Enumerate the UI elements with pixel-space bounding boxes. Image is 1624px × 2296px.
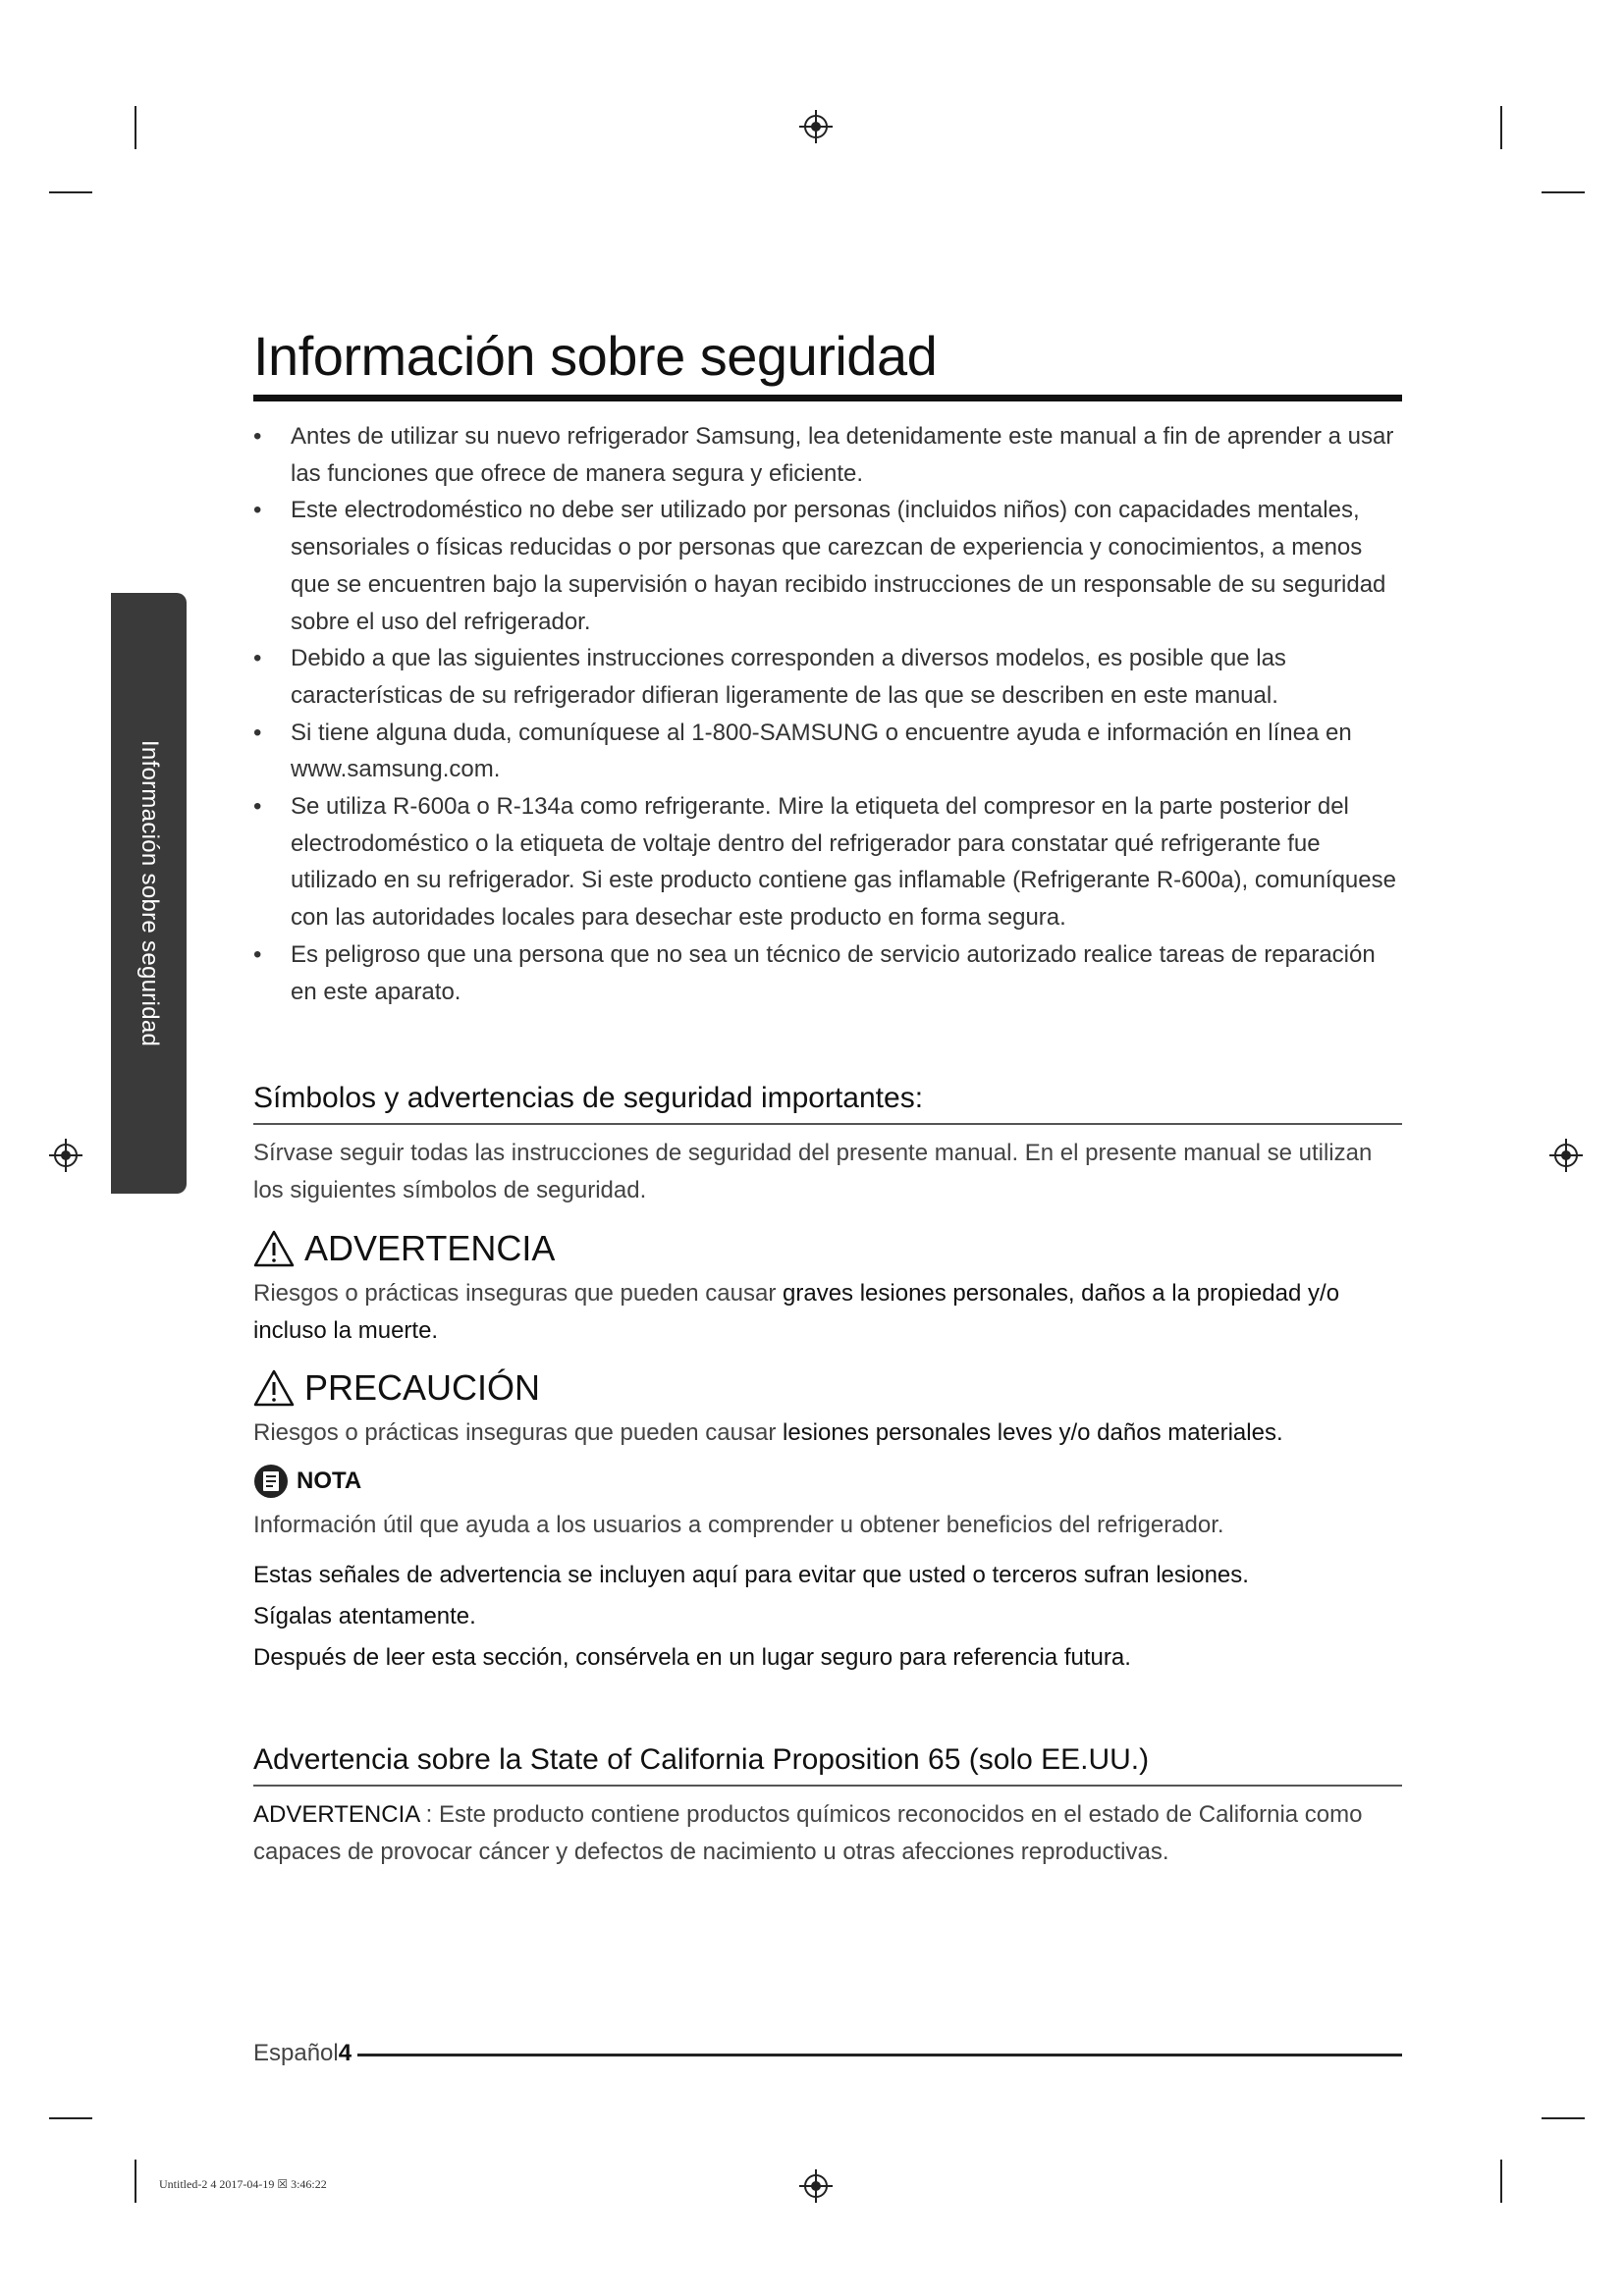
crop-mark-top-left-h [49,191,92,193]
title-rule [253,395,1402,401]
closing-line: Después de leer esta sección, consérvela en un lugar seguro para referencia futura. [253,1644,1131,1672]
precaucion-text [253,1415,1402,1452]
section-rule [253,1123,1402,1125]
prop65-text [253,1796,1402,1870]
footer-rule [357,2054,1402,2056]
registration-mark-icon [49,1139,82,1172]
crop-mark-bottom-left-v [135,2160,136,2203]
crop-mark-top-left-v [135,106,136,149]
precaucion-heading [253,1367,1402,1409]
page-footer [253,2040,352,2067]
advertencia-text-light: Riesgos o prácticas inseguras que pueden causar [253,1280,783,1308]
safety-bullet-list [253,418,1402,1010]
print-info: Untitled-2 4 2017-04-19 ☒ 3:46:22 [159,2177,327,2191]
advertencia-text-dark: graves lesiones personales, daños a la propiedad y/o incluso la muerte. [253,1280,1340,1345]
warning-triangle-icon [253,1230,295,1267]
nota-heading [253,1464,1402,1499]
list-item: • Se utiliza R-600a o R-134a como refrigerante. Mire la etiqueta del compresor en la parte posterior del electrodoméstico o la etiqueta de voltaje dentro del refrigerador para constatar qué refrigerante fue utilizado en su refrigerador. Si este producto contiene gas inflamable (Refrigerante R-600a), comuníquese con las autoridades locales para desechar este producto en forma segura. [253,788,1402,936]
advertencia-label: ADVERTENCIA [304,1228,556,1269]
advertencia-text [253,1275,1402,1349]
page-number: 4 [338,2040,352,2066]
page-title: Información sobre seguridad [253,325,938,387]
closing-line: Estas señales de advertencia se incluyen aquí para evitar que usted o terceros sufran lesiones. [253,1562,1249,1589]
crop-mark-bottom-right-v [1500,2160,1502,2203]
symbols-section [253,1082,1402,1679]
crop-mark-bottom-left-h [49,2117,92,2119]
footer-language: Español [253,2040,339,2066]
precaucion-text-light: Riesgos o prácticas inseguras que pueden causar [253,1418,783,1446]
side-section-tab [111,593,187,1194]
crop-mark-top-right-h [1542,191,1585,193]
note-icon [253,1464,289,1499]
list-item: • Antes de utilizar su nuevo refrigerador Samsung, lea detenidamente este manual a fin de aprender a usar las funciones que ofrece de manera segura y eficiente. [253,418,1402,492]
prop65-label: ADVERTENCIA [253,1801,419,1828]
prop65-section [253,1743,1402,1870]
list-item: • Este electrodoméstico no debe ser utilizado por personas (incluidos niños) con capacidades mentales, sensoriales o físicas reducidas o por personas que carezcan de experiencia y conocimientos, a menos que se encuentren bajo la supervisión o hayan recibido instrucciones de un responsable de su seguridad sobre el uso del refrigerador. [253,492,1402,640]
precaucion-text-dark: lesiones personales leves y/o daños materiales. [783,1418,1283,1446]
section-rule [253,1785,1402,1787]
registration-mark-icon [799,110,833,143]
prop65-body: : Este producto contiene productos químicos reconocidos en el estado de California como capaces de provocar cáncer y defectos de nacimiento u otras afecciones reproductivas. [253,1801,1363,1865]
prop65-heading: Advertencia sobre la State of California Proposition 65 (solo EE.UU.) [253,1743,1150,1776]
symbols-heading: Símbolos y advertencias de seguridad importantes: [253,1082,924,1114]
warning-triangle-icon [253,1369,295,1407]
registration-mark-icon [799,2169,833,2203]
registration-mark-icon [1549,1139,1583,1172]
list-item: • Si tiene alguna duda, comuníquese al 1-800-SAMSUNG o encuentre ayuda e información en línea en www.samsung.com. [253,715,1402,788]
closing-line: Sígalas atentamente. [253,1603,476,1630]
symbols-intro: Sírvase seguir todas las instrucciones de seguridad del presente manual. En el presente manual se utilizan los siguientes símbolos de seguridad. [253,1140,1373,1203]
list-item: • Es peligroso que una persona que no sea un técnico de servicio autorizado realice tareas de reparación en este aparato. [253,936,1402,1010]
list-item: • Debido a que las siguientes instrucciones corresponden a diversos modelos, es posible que las características de su refrigerador difieran ligeramente de las que se describen en este manual. [253,640,1402,714]
precaucion-label: PRECAUCIÓN [304,1366,541,1408]
nota-text: Información útil que ayuda a los usuarios a comprender u obtener beneficios del refrigerador. [253,1511,1224,1538]
advertencia-heading [253,1228,1402,1269]
side-tab-label: Información sobre seguridad [135,739,163,1047]
nota-label: NOTA [297,1467,362,1494]
crop-mark-top-right-v [1500,106,1502,149]
crop-mark-bottom-right-h [1542,2117,1585,2119]
